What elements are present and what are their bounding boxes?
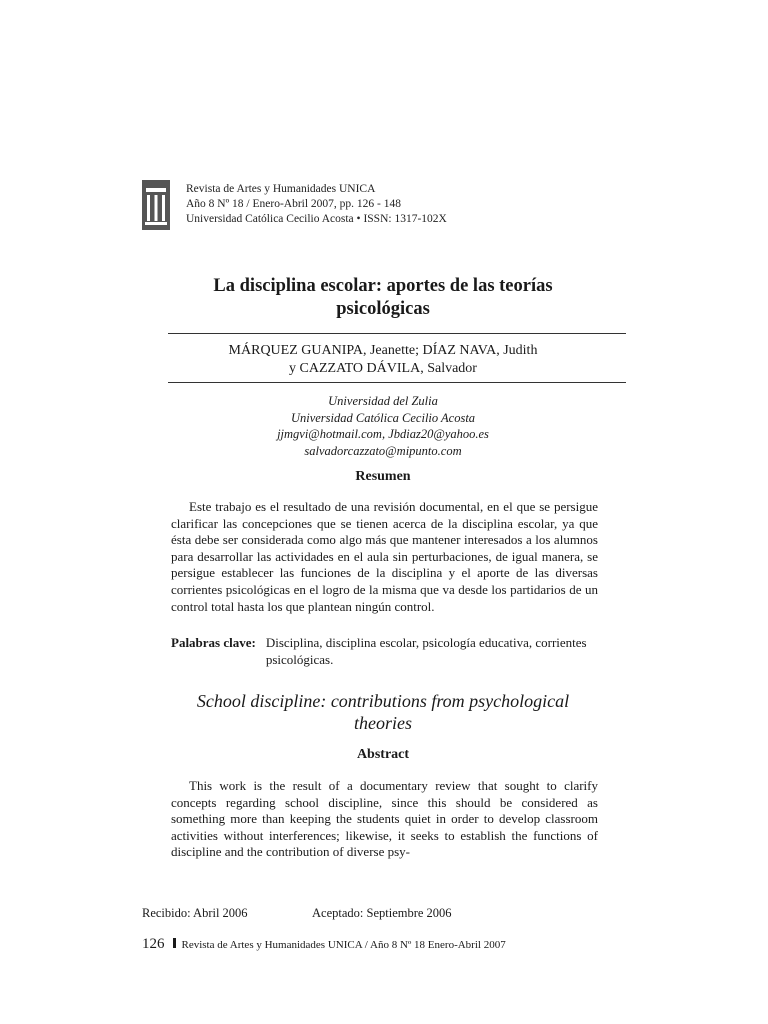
- journal-university: Universidad Católica Cecilio Acosta • ISSN: 1317-102X: [186, 213, 447, 225]
- affiliation-emails-1: jjmgvi@hotmail.com, Jbdiaz20@yahoo.es: [277, 427, 489, 441]
- keywords-label: Palabras clave:: [171, 635, 256, 650]
- bottom-divider: [168, 382, 626, 383]
- affiliation: [168, 393, 598, 459]
- journal-logo-icon: [142, 180, 170, 230]
- journal-issue: Año 8 Nº 18 / Enero-Abril 2007, pp. 126 - 148: [186, 198, 402, 210]
- footer-journal-text: Revista de Artes y Humanidades UNICA / Año 8 Nº 18 Enero-Abril 2007: [181, 939, 506, 951]
- affiliation-university-2: Universidad Católica Cecilio Acosta: [290, 410, 476, 425]
- english-title: [168, 690, 598, 734]
- received-date: Recibido: Abril 2006: [142, 906, 248, 920]
- accepted-date: Aceptado: Septiembre 2006: [312, 906, 452, 920]
- journal-name: Revista de Artes y Humanidades UNICA: [186, 183, 376, 195]
- page-footer: [142, 936, 506, 953]
- keywords-list: Disciplina, disciplina escolar, psicología educativa, corrientes psicológicas.: [265, 635, 587, 667]
- affiliation-university-1: Universidad del Zulia: [328, 394, 438, 408]
- english-title-line1: School discipline: contributions from psychological: [196, 691, 570, 711]
- footer-bar-icon: [173, 938, 176, 948]
- keywords: [171, 635, 598, 668]
- resumen-heading: Resumen: [355, 469, 411, 484]
- authors: [168, 342, 598, 378]
- authors-line2: y CAZZATO DÁVILA, Salvador: [289, 361, 477, 376]
- affiliation-emails-2: salvadorcazzato@mipunto.com: [304, 443, 462, 458]
- abstract-text: This work is the result of a documentary review that sought to clarify concepts regarding school discipline, since this should be considered as something more than keeping the students quiet in order to develop classroom activities without interferences; likewise, it seeks to establish the functions of discipline and the contribution of diverse psy-: [171, 778, 598, 860]
- resumen-text: Este trabajo es el resultado de una revisión documental, en el que se persigue clarificar las concepciones que se tienen acerca de la disciplina escolar, ya que ésta debe ser considerada como algo más que mantener interesados a los alumnos para desarrollar las actividades en el aula sin perturbaciones, de igual manera, se persigue establecer las funciones de la disciplina y el aporte de las diversas corrientes psicológicas en el logro de la misma que va desde los partidarios de un control total hasta los que plantean ningún control.: [171, 499, 598, 614]
- page-number: 126: [142, 936, 165, 952]
- article-title: [168, 275, 598, 321]
- article-title-line1: La disciplina escolar: aportes de las teorías: [213, 276, 553, 296]
- authors-line1: MÁRQUEZ GUANIPA, Jeanette; DÍAZ NAVA, Judith: [228, 343, 538, 358]
- journal-header: [186, 182, 447, 227]
- article-title-line2: psicológicas: [336, 299, 430, 319]
- abstract-heading: Abstract: [356, 747, 410, 762]
- top-divider: [168, 333, 626, 334]
- english-title-line2: theories: [354, 713, 412, 733]
